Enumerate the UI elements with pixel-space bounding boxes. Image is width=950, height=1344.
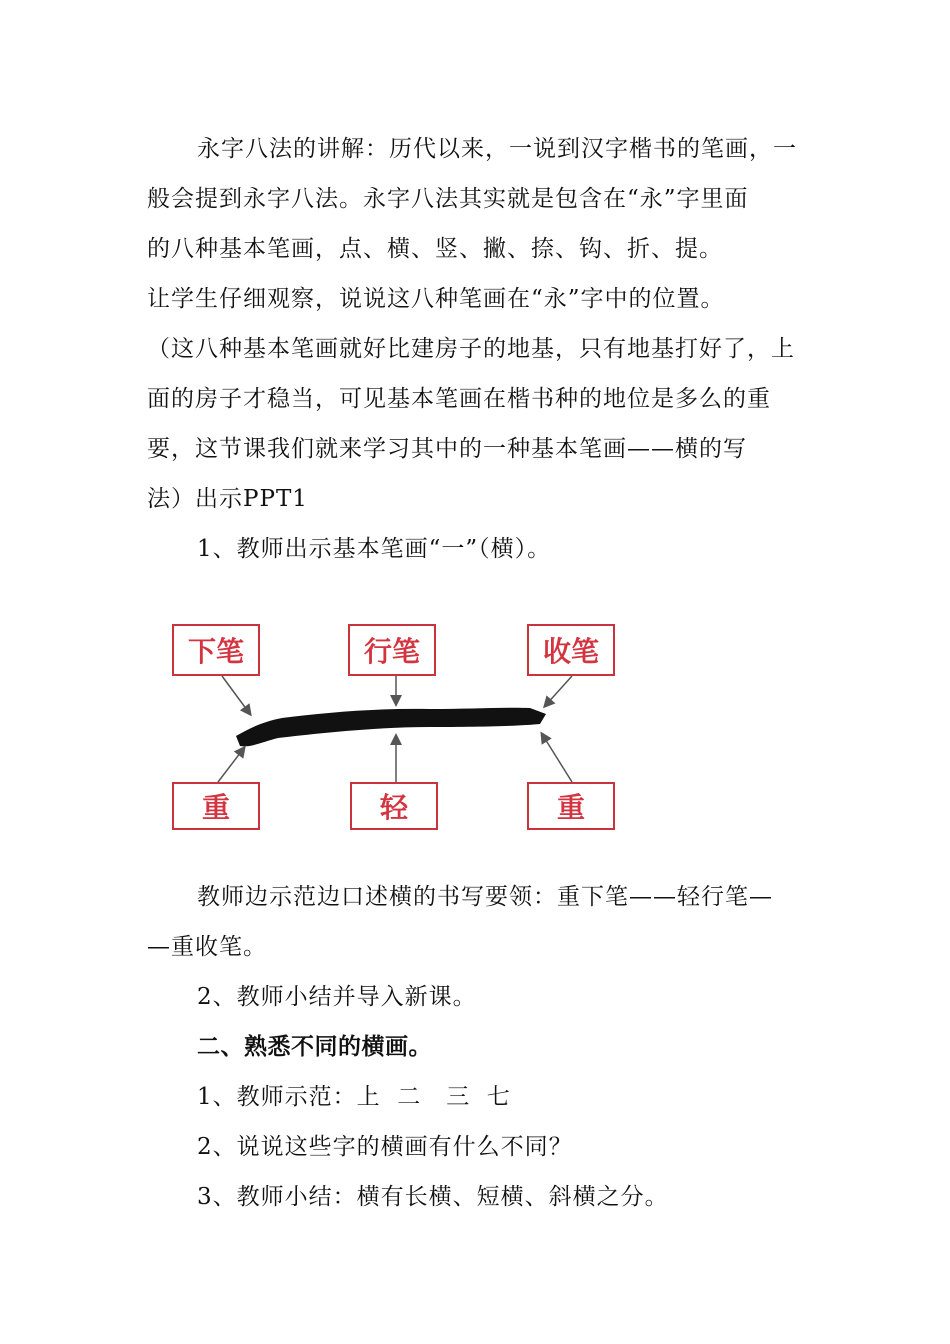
paragraph-line: 永字八法的讲解：历代以来，一说到汉字楷书的笔画，一	[197, 136, 797, 162]
paragraph-line: 法）出示PPT1	[147, 486, 308, 512]
arrow-heavy-start	[218, 748, 244, 782]
label-box-light-middle: 轻	[350, 782, 438, 830]
step-heading: 1、教师示范：上 二 三 七	[197, 1084, 511, 1110]
arrow-start	[222, 676, 250, 714]
label-box-heavy-start: 重	[172, 782, 260, 830]
step-heading: 2、说说这些字的横画有什么不同？	[197, 1134, 573, 1160]
paragraph-line: 的八种基本笔画，点、横、竖、撇、捺、钩、折、提。	[147, 236, 723, 262]
paragraph-line: —重收笔。	[147, 934, 267, 960]
step-heading: 2、教师小结并导入新课。	[197, 984, 477, 1010]
paragraph-line: 般会提到永字八法。永字八法其实就是包含在“永”字里面	[147, 186, 749, 212]
label-box-heavy-end: 重	[527, 782, 615, 830]
step-heading: 1、教师出示基本笔画“一”（横）。	[197, 536, 552, 562]
paragraph-line: 让学生仔细观察，说说这八种笔画在“永”字中的位置。	[147, 286, 725, 312]
step-heading: 3、教师小结：横有长横、短横、斜横之分。	[197, 1184, 669, 1210]
paragraph-line: （这八种基本笔画就好比建房子的地基，只有地基打好了，上	[147, 336, 795, 362]
label-box-start: 下笔	[172, 624, 260, 676]
horizontal-stroke-illustration	[236, 708, 546, 747]
label-box-end: 收笔	[527, 624, 615, 676]
label-box-middle: 行笔	[348, 624, 436, 676]
section-heading: 二、熟悉不同的横画。	[197, 1034, 432, 1060]
paragraph-line: 面的房子才稳当，可见基本笔画在楷书种的地位是多么的重	[147, 386, 771, 412]
paragraph-line: 教师边示范边口述横的书写要领：重下笔——轻行笔—	[197, 884, 773, 910]
arrow-heavy-end	[542, 734, 572, 782]
paragraph-line: 要，这节课我们就来学习其中的一种基本笔画——横的写	[147, 436, 747, 462]
arrow-end	[545, 676, 572, 706]
